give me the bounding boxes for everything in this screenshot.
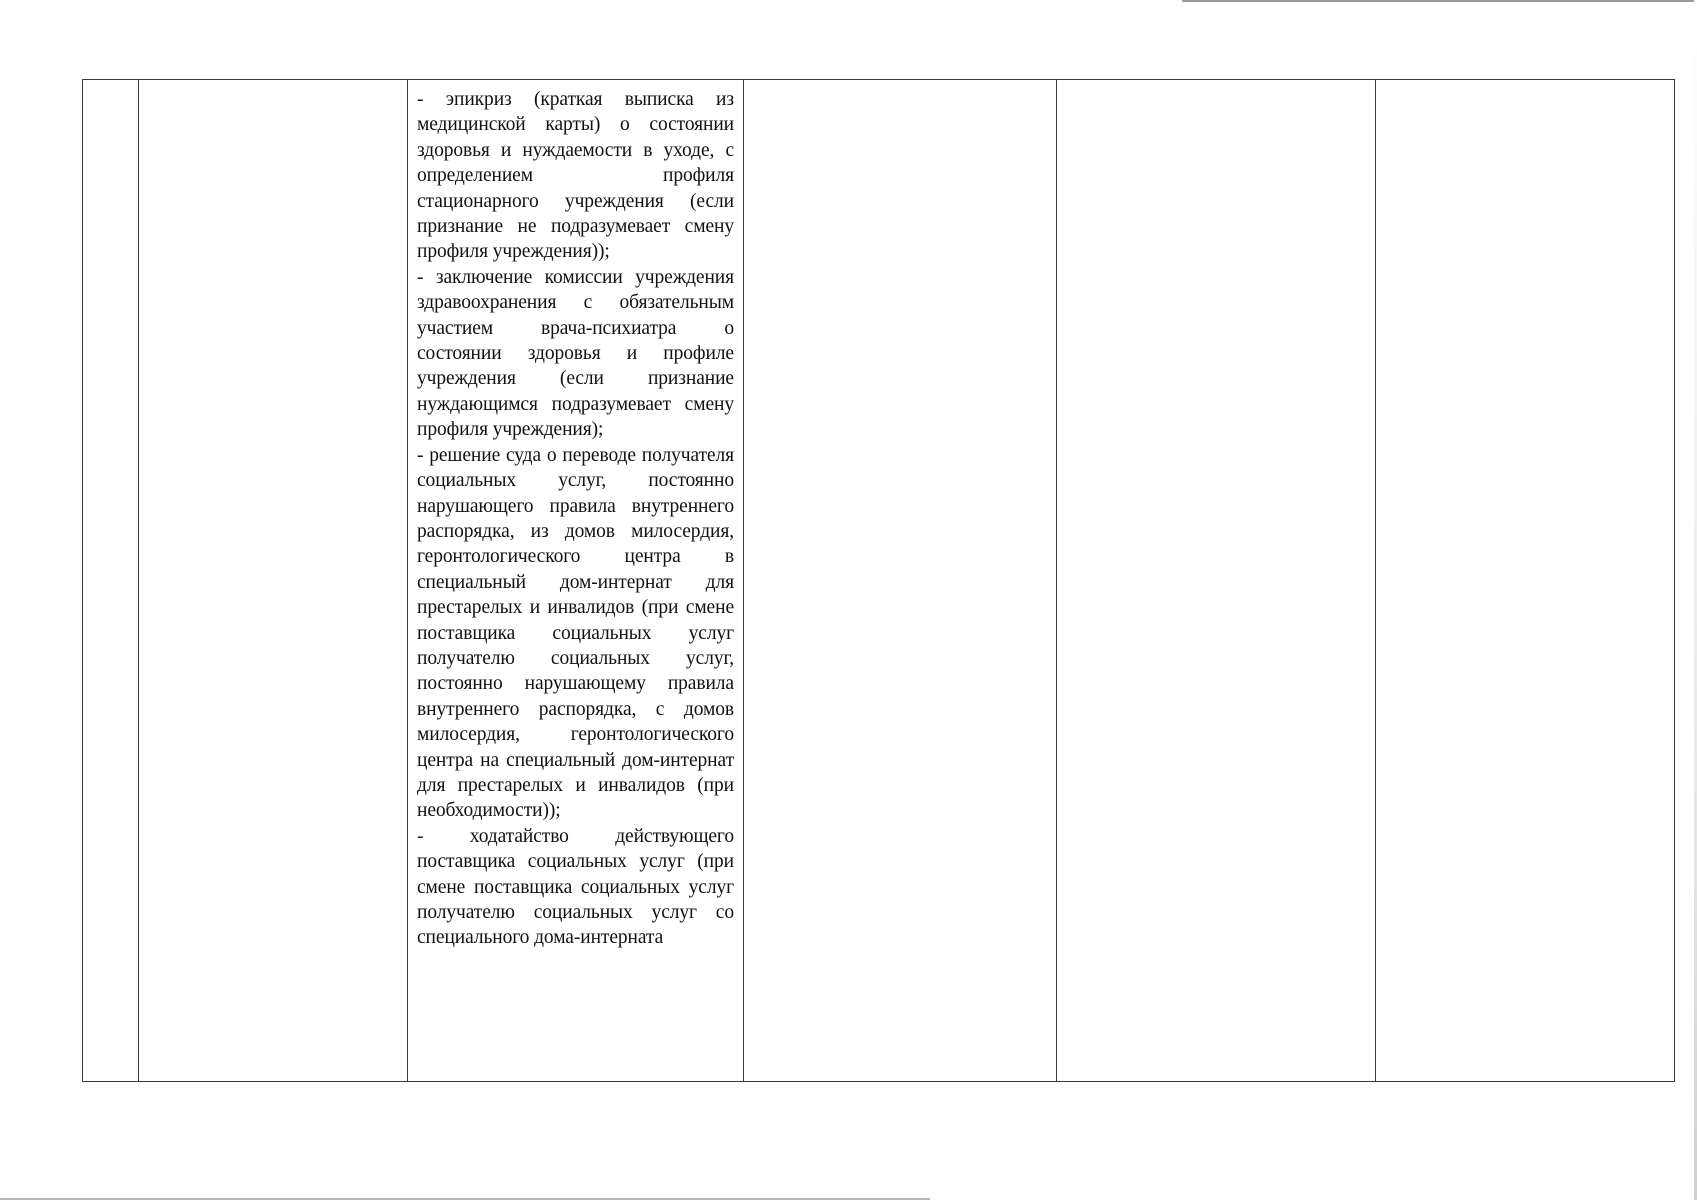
table-cell-5	[1057, 80, 1376, 1082]
document-table	[82, 79, 1675, 1082]
table-cell-2	[139, 80, 408, 1082]
table-row	[83, 80, 1675, 1082]
table-cell-6	[1376, 80, 1675, 1082]
paragraph: - ходатайство действующего поставщика социальных услуг (при смене поставщика социальных услуг получателю социальных услуг со специального дома-интерната	[417, 825, 734, 949]
paragraph: - решение суда о переводе получателя социальных услуг, постоянно нарушающего правила внутреннего распорядка, из домов милосердия, геронтологического центра в специальный дом-интернат для престарелых и инвалидов (при смене поставщика социальных услуг получателю социальных услуг, постоянно нарушающему правила внутреннего распорядка, с домов милосердия, геронтологического центра на специальный дом-интернат для престарелых и инвалидов (при необходимости));	[417, 444, 734, 822]
paragraph: - эпикриз (краткая выписка из медицинской карты) о состоянии здоровья и нуждаемости в уходе, с определением профиля стационарного учреждения (если признание не подразумевает смену профиля учреждения));	[417, 89, 734, 263]
table-cell-documents	[408, 80, 744, 1082]
table-cell-number	[83, 80, 139, 1082]
paragraph: - заключение комиссии учреждения здравоохранения с обязательным участием врача-психиатра о состоянии здоровья и профиле учреждения (если признание нуждающимся подразумевает смену профиля учреждения);	[417, 266, 734, 441]
scan-edge-top	[1182, 0, 1697, 2]
table-cell-4	[744, 80, 1057, 1082]
documents-text	[408, 80, 743, 1081]
